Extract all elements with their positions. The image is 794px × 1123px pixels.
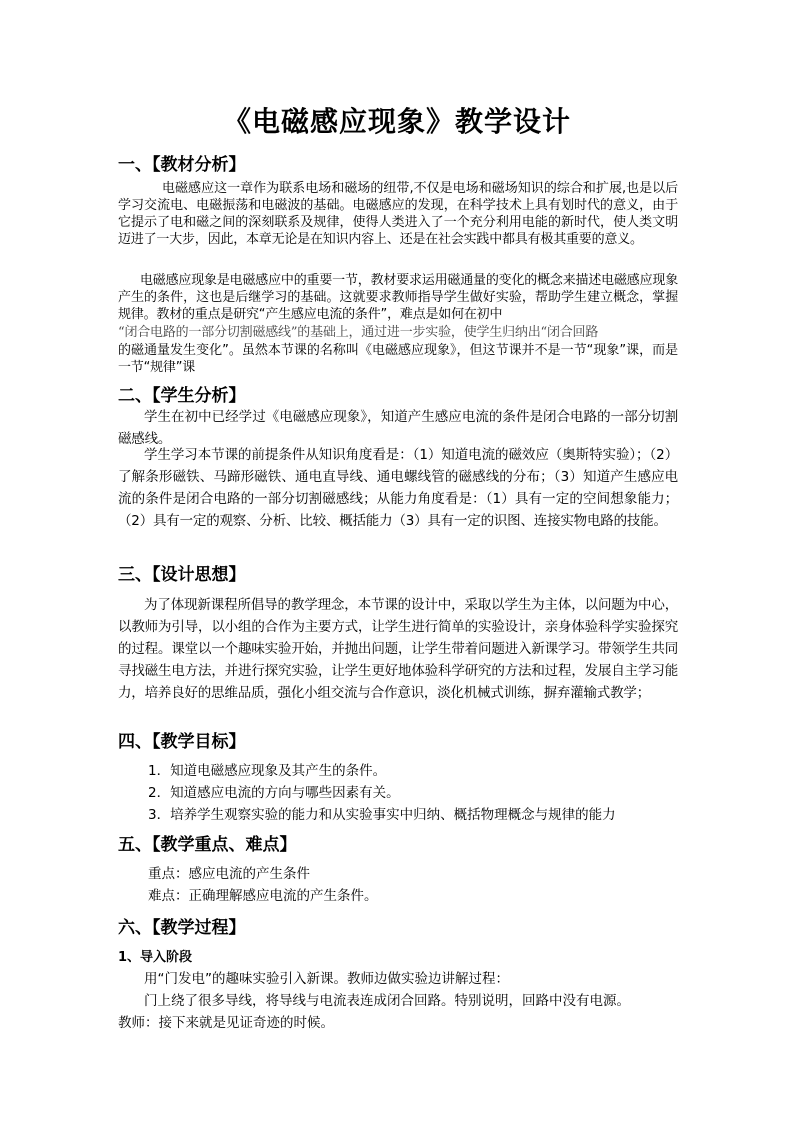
paragraph-student-analysis-2: 学生学习本节课的前提条件从知识角度看是：（1）知道电流的磁效应（奥斯特实验）；（2）了解条形磁铁、马蹄形磁铁、通电直导线、通电螺线管的磁感线的分布；（3）知道产生感应电流的条件是闭合电路的一部分切割磁感线；从能力角度看是：（1）具有一定的空间想象能力；（2）具有一定的观察、分析、比较、概括能力（3）具有一定的识图、连接实物电路的技能。 xyxy=(118,447,678,529)
paragraph-textbook-analysis-3 xyxy=(118,324,678,341)
goal-item-3: 3．培养学生观察实验的能力和从实验事实中归纳、概括物理概念与规律的能力 xyxy=(148,807,616,823)
section-heading-design-idea: 三、【设计思想】 xyxy=(118,565,246,585)
document-title: 《电磁感应现象》教学设计 xyxy=(222,105,571,138)
section-heading-teaching-process: 六、【教学过程】 xyxy=(118,918,246,938)
section-heading-teaching-goals: 四、【教学目标】 xyxy=(118,732,246,752)
difficult-point-text: 难点：正确理解感应电流的产生条件。 xyxy=(148,888,378,904)
paragraph-textbook-analysis-4: 的磁通量发生变化”。虽然本节课的名称叫《电磁感应现象》，但这节课并不是一节“现象”课，而是一节“规律”课 xyxy=(118,343,678,375)
section-heading-student-analysis: 二、【学生分析】 xyxy=(118,386,246,406)
paragraph-design-idea: 为了体现新课程所倡导的教学理念，本节课的设计中，采取以学生为主体，以问题为中心，以教师为引导，以小组的合作为主要方式，让学生进行简单的实验设计，亲身体验科学实验探究的过程。课堂以一个趣味实验开始，并抛出问题，让学生带着问题进入新课学习。带领学生共同寻找磁生电方法，并进行探究实验，让学生更好地体验科学研究的方法和过程，发展自主学习能力，培养良好的思维品质，强化小组交流与合作意识，淡化机械式训练，摒弃灌输式教学； xyxy=(118,597,678,701)
process-line-2: 门上绕了很多导线，将导线与电流表连成闭合回路。特别说明，回路中没有电源。 xyxy=(144,993,630,1009)
quoted-condition-text: “闭合电路的一部分切割磁感线”的基础上，通过进一步实验，使学生归纳出“闭合回路 xyxy=(118,325,599,340)
paragraph-textbook-analysis-2: 电磁感应现象是电磁感应中的重要一节，教材要求运用磁通量的变化的概念来描述电磁感应现象产生的条件，这也是后继学习的基础。这就要求教师指导学生做好实验，帮助学生建立概念，掌握规律。教材的重点是研究“产生感应电流的条件”，难点是如何在初中 xyxy=(118,273,678,322)
process-line-3: 教师：接下来就是见证奇迹的时候。 xyxy=(118,1015,334,1031)
key-point-text: 重点：感应电流的产生条件 xyxy=(148,866,310,882)
process-line-1: 用“门发电”的趣味实验引入新课。教师边做实验边讲解过程： xyxy=(144,971,509,987)
paragraph-student-analysis-1: 学生在初中已经学过《电磁感应现象》，知道产生感应电流的条件是闭合电路的一部分切割磁感线。 xyxy=(118,409,678,447)
paragraph-textbook-analysis-1: 电磁感应这一章作为联系电场和磁场的纽带,不仅是电场和磁场知识的综合和扩展,也是以后学习交流电、电磁振荡和电磁波的基础。电磁感应的发现，在科学技术上具有划时代的意义，由于它提示了电和磁之间的深刻联系及规律，使得人类进入了一个充分利用电能的新时代，使人类文明迈进了一大步，因此，本章无论是在知识内容上、还是在社会实践中都具有极其重要的意义。 xyxy=(118,181,678,247)
goal-item-2: 2．知道感应电流的方向与哪些因素有关。 xyxy=(148,785,400,801)
section-heading-textbook-analysis: 一、【教材分析】 xyxy=(118,155,246,175)
subheading-intro-stage: 1、导入阶段 xyxy=(118,950,193,965)
goal-item-1: 1．知道电磁感应现象及其产生的条件。 xyxy=(148,763,387,779)
section-heading-key-difficult-points: 五、【教学重点、难点】 xyxy=(118,835,297,855)
